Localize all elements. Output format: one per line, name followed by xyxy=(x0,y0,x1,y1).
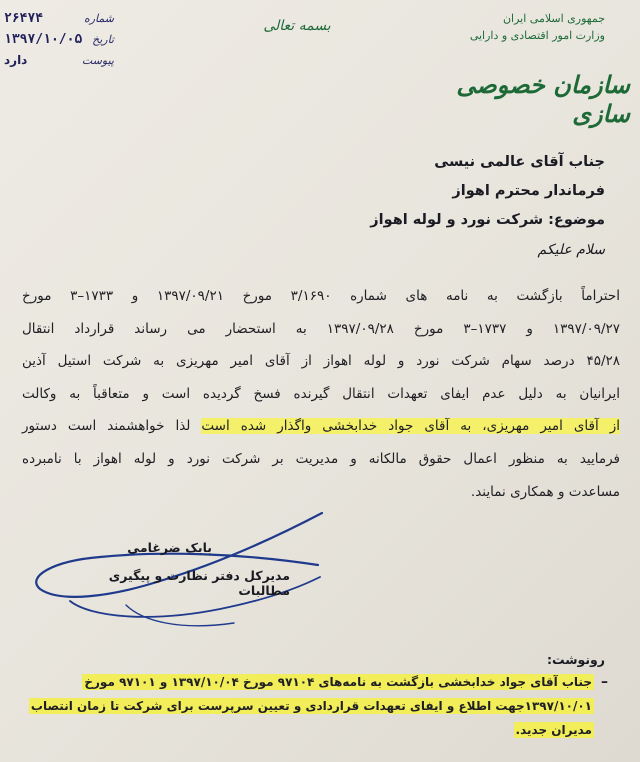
attachment-row xyxy=(4,50,114,71)
body-line-1: احتراماً بازگشت به نامه های شماره ۳/۱۶۹۰ مورخ ۱۳۹۷/۰۹/۲۱ و ۱۷۳۳–۳ مورخ xyxy=(22,288,620,304)
cc-line-1 xyxy=(28,670,594,694)
signer-name: بابک ضرغامی xyxy=(127,540,212,555)
body-line-4: ایرانیان به دلیل عدم ایفای تعهدات انتقال گیرنده فسخ گردیده است و متعاقباً به وکالت xyxy=(22,385,620,402)
addressee-block xyxy=(300,148,605,235)
letter-number-label: شماره xyxy=(83,12,114,25)
cc-line-3 xyxy=(28,718,594,742)
body-line-3: ۴۵/۲۸ درصد سهام شرکت نورد و لوله اهواز از آقای امیر مهریزی به شرکت استیل آذین xyxy=(22,353,620,370)
letter-number: ۲۶۴۷۴ xyxy=(4,11,44,26)
letter-body xyxy=(22,280,620,508)
cc-line-1-text: جناب آقای جواد خدابخشی بازگشت به نامه‌های ۹۷۱۰۴ مورخ ۱۳۹۷/۱۰/۰۴ و ۹۷۱۰۱ مورخ xyxy=(84,675,592,689)
body-line-5 xyxy=(22,410,620,443)
ministry-heading xyxy=(445,10,605,44)
cc-bullet: – xyxy=(601,674,608,690)
cc-line-3-text: مدیران جدید. xyxy=(515,723,592,737)
signer-title: مدیرکل دفتر نظارت و پیگیری مطالبات xyxy=(108,568,290,598)
addressee-name: جناب آقای عالمی نیسی xyxy=(434,154,605,170)
attachment-value: دارد xyxy=(4,53,28,67)
bismillah-heading: بسمه تعالی xyxy=(263,18,331,34)
cc-label: رونوشت: xyxy=(546,652,605,667)
attachment-label: پیوست xyxy=(81,54,114,67)
letter-number-row xyxy=(4,8,114,29)
addressee-title: فرماندار محترم اهواز xyxy=(452,183,605,199)
highlighted-phrase: از آقای امیر مهریزی، به آقای جواد خدابخشی واگذار شده است xyxy=(201,418,620,435)
body-line-7: مساعدت و همکاری نمایند. xyxy=(470,483,620,500)
ministry-line-1: جمهوری اسلامی ایران xyxy=(502,12,605,25)
body-line-5-rest: لذا خواهشمند است دستور xyxy=(22,418,202,435)
cc-block xyxy=(28,670,608,742)
cc-line-2 xyxy=(28,694,594,718)
organization-title: سازمان خصوصی سازی xyxy=(456,70,630,128)
body-line-6: فرمایید به منظور اعمال حقوق مالکانه و مدیریت بر شرکت نورد و لوله اهواز با نامبرده xyxy=(22,450,620,467)
letter-date: ۱۳۹۷/۱۰/۰۵ xyxy=(4,32,83,47)
subject-line: موضوع: شرکت نورد و لوله اهواز xyxy=(370,212,605,228)
ministry-line-2: وزارت امور اقتصادی و دارایی xyxy=(469,29,605,42)
salutation: سلام علیکم xyxy=(537,242,605,258)
cc-line-2-text: ۱۳۹۷/۱۰/۰۱جهت اطلاع و ایفای تعهدات قراردادی و تعیین سرپرست برای شرکت تا زمان انتصاب xyxy=(30,699,592,713)
cc-lines xyxy=(28,670,608,742)
letter-meta xyxy=(4,8,114,71)
date-row xyxy=(4,29,114,50)
body-line-2: ۱۳۹۷/۰۹/۲۷ و ۱۷۳۷–۳ مورخ ۱۳۹۷/۰۹/۲۸ به استحضار می رساند قرارداد انتقال xyxy=(22,320,620,337)
date-label: تاریخ xyxy=(92,33,114,46)
